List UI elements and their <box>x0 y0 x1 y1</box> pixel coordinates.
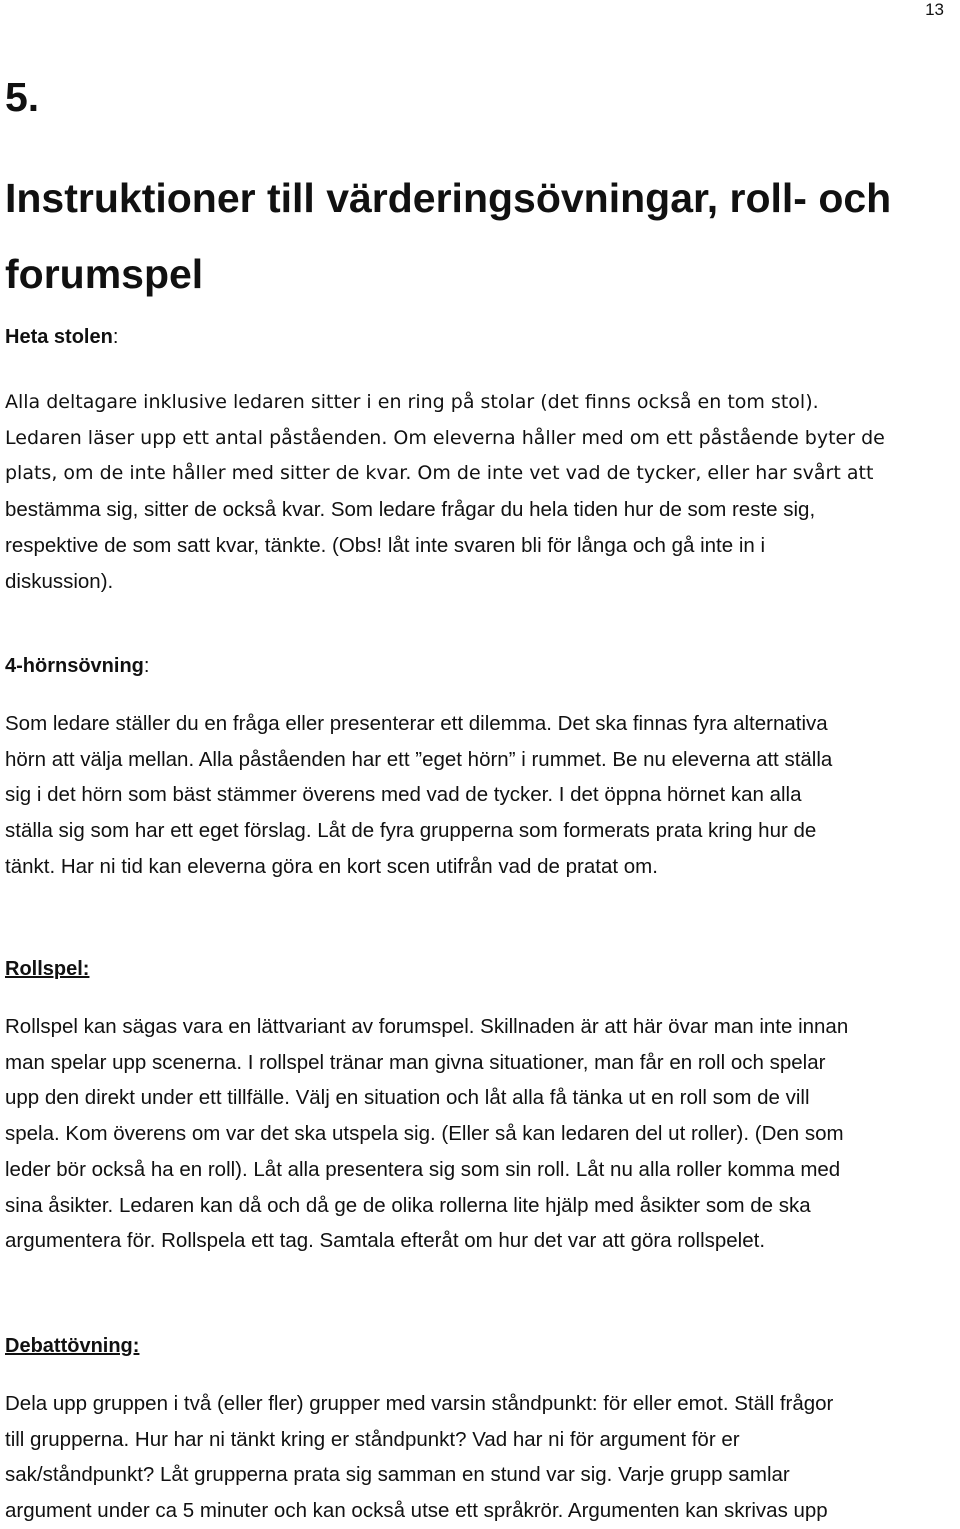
text-line: Alla deltagare inklusive ledaren sitter i en ring på stolar (det finns också en tom stol). <box>5 391 819 413</box>
section-hornsovning <box>5 655 955 885</box>
text-line: diskussion). <box>5 569 114 593</box>
chapter-title: Instruktioner till värderingsövningar, roll- och forumspel <box>5 175 892 297</box>
text-line: Dela upp gruppen i två (eller fler) grupper med varsin ståndpunkt: för eller emot. Ställ frågor <box>5 1392 834 1415</box>
section-heading: Rollspel: <box>5 958 90 980</box>
text-line: upp den direkt under ett tillfälle. Välj en situation och låt alla få tänka ut en roll som de vill <box>5 1086 810 1110</box>
text-line: sina åsikter. Ledaren kan då och då ge de olika rollerna lite hjälp med åsikter som de ska <box>5 1193 811 1217</box>
text-line: hörn att välja mellan. Alla påståenden har ett ”eget hörn” i rummet. Be nu eleverna att ställa <box>5 747 833 771</box>
section-rollspel <box>5 958 955 1259</box>
section-heading: Heta stolen: <box>5 326 119 348</box>
section-heta-stolen <box>5 326 955 599</box>
section-body <box>5 706 955 885</box>
text-line: respektive de som satt kvar, tänkte. (Obs! låt inte svaren bli för långa och gå inte in i <box>5 533 766 557</box>
text-line: argument under ca 5 minuter och kan också utse ett språkrör. Argumenten kan skrivas upp <box>5 1499 828 1523</box>
text-line: ställa sig som har ett eget förslag. Låt de fyra grupperna som formerats prata kring hur de <box>5 819 817 843</box>
text-line: man spelar upp scenerna. I rollspel tränar man givna situationer, man får en roll och spelar <box>5 1050 826 1074</box>
text-line: Ledaren läser upp ett antal påståenden. Om eleverna håller med om ett påstående byter de <box>5 426 885 449</box>
section-debattovning <box>5 1335 955 1529</box>
text-line: argumentera för. Rollspela ett tag. Samtala efteråt om hur det var att göra rollspelet. <box>5 1229 766 1253</box>
text-line: till grupperna. Hur har ni tänkt kring er ståndpunkt? Vad har ni för argument för er <box>5 1427 740 1451</box>
section-body <box>5 1386 955 1529</box>
section-heading: 4-hörnsövning: <box>5 655 150 677</box>
page-number: 13 <box>925 0 944 19</box>
section-body <box>5 1009 955 1259</box>
text-line: sig i det hörn som bäst stämmer överens med vad de tycker. I det öppna hörnet kan alla <box>5 783 802 807</box>
text-line: sak/ståndpunkt? Låt grupperna prata sig samman en stund var sig. Varje grupp samlar <box>5 1463 790 1487</box>
text-line: Som ledare ställer du en fråga eller presenterar ett dilemma. Det ska finnas fyra alternativa <box>5 712 828 735</box>
text-line: leder bör också ha en roll). Låt alla presentera sig som sin roll. Låt nu alla roller komma med <box>5 1157 841 1181</box>
text-line: spela. Kom överens om var det ska utspela sig. (Eller så kan ledaren del ut roller). (Den som <box>5 1122 844 1146</box>
section-body <box>5 385 955 599</box>
text-line: bestämma sig, sitter de också kvar. Som ledare frågar du hela tiden hur de som reste sig, <box>5 498 816 522</box>
text-line: plats, om de inte håller med sitter de kvar. Om de inte vet vad de tycker, eller har svårt att <box>5 462 874 485</box>
chapter-number: 5. <box>5 74 40 120</box>
text-line: Rollspel kan sägas vara en lättvariant av forumspel. Skillnaden är att här övar man inte innan <box>5 1015 849 1038</box>
section-heading: Debattövning: <box>5 1335 140 1357</box>
text-line: tänkt. Har ni tid kan eleverna göra en kort scen utifrån vad de pratat om. <box>5 854 658 878</box>
